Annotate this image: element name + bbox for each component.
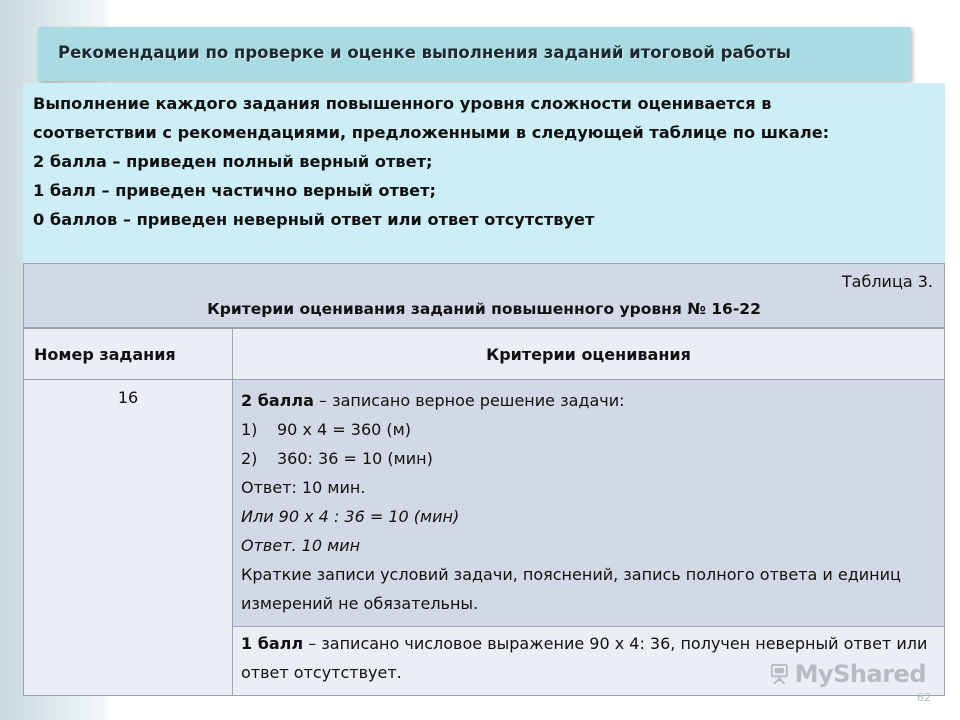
watermark-text: MyShared: [794, 660, 926, 688]
solution-step-1: [241, 415, 936, 444]
column-header-criteria: Критерии оценивания: [233, 329, 945, 380]
step-2-number: 2): [241, 449, 258, 468]
intro-line: 1 балл – приведен частично верный ответ;: [33, 181, 437, 200]
two-points-score: 2 балла: [241, 391, 314, 410]
one-point-desc: – записано числовое выражение 90 х 4: 36, получен неверный ответ или ответ отсутствует.: [241, 634, 928, 682]
task-number-cell: 16: [24, 380, 233, 696]
slide-header: [38, 27, 911, 81]
intro-line: Выполнение каждого задания повышенного уровня сложности оценивается в: [33, 94, 772, 113]
step-2-text: 360: 36 = 10 (мин): [277, 449, 433, 468]
table-header-row: [24, 329, 945, 380]
alt-answer-line: Ответ. 10 мин: [241, 536, 361, 555]
intro-line: соответствии с рекомендациями, предложенными в следующей таблице по шкале:: [33, 123, 830, 142]
criteria-two-points-cell: [233, 380, 945, 627]
criteria-table: [23, 328, 945, 696]
page-number: 62: [917, 691, 931, 704]
slide-title: Рекомендации по проверке и оценке выполнения заданий итоговой работы: [58, 43, 791, 62]
table-caption: [23, 263, 945, 328]
answer-line: Ответ: 10 мин.: [241, 478, 366, 497]
two-points-heading: [241, 386, 936, 415]
presentation-board-icon: [768, 659, 791, 689]
note-line: Краткие записи условий задачи, пояснений, запись полного ответа и единиц измерений не обязательны.: [241, 565, 901, 613]
one-point-score: 1 балл: [241, 634, 304, 653]
intro-block: [23, 83, 945, 263]
alt-solution-line: Или 90 х 4 : 36 = 10 (мин): [241, 507, 460, 526]
watermark: [768, 655, 926, 693]
two-points-desc: – записано верное решение задачи:: [313, 391, 625, 410]
step-1-number: 1): [241, 420, 258, 439]
table-title: Критерии оценивания заданий повышенного уровня № 16-22: [207, 300, 761, 318]
solution-step-2: [241, 444, 936, 473]
table-row: [24, 380, 945, 627]
column-header-task-number: Номер задания: [24, 329, 233, 380]
step-1-text: 90 х 4 = 360 (м): [277, 420, 411, 439]
table-number: Таблица 3.: [841, 272, 933, 291]
intro-line: 2 балла – приведен полный верный ответ;: [33, 152, 433, 171]
intro-line: 0 баллов – приведен неверный ответ или ответ отсутствует: [33, 210, 595, 229]
